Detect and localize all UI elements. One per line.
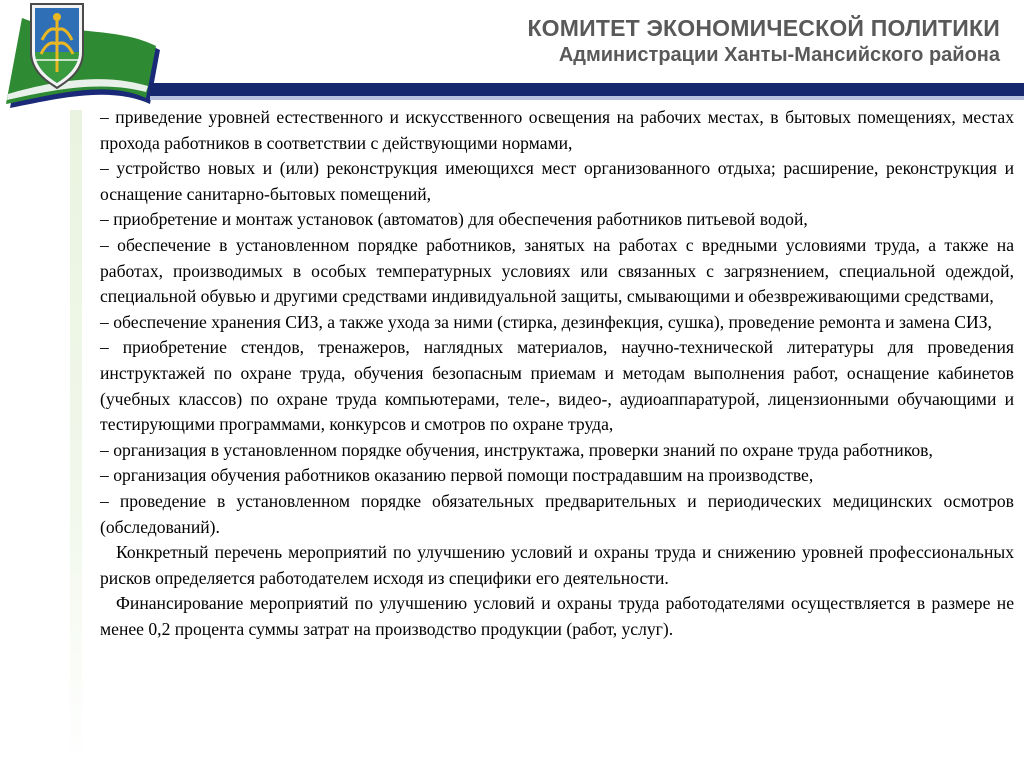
body-paragraph: Финансирование мероприятий по улучшению условий и охраны труда работодателями осуществляется в размере не менее 0,2 процента суммы затрат на производство продукции (работ, услуг). [100,593,1014,639]
page-header [0,0,1024,112]
list-item: – приведение уровней естественного и искусственного освещения на рабочих местах, в бытовых помещениях, местах прохода работников в соответствии с действующими нормами, [100,107,1014,153]
list-item: – обеспечение хранения СИЗ, а также ухода за ними (стирка, дезинфекция, сушка), проведение ремонта и замена СИЗ, [100,311,992,332]
committee-title: КОМИТЕТ ЭКОНОМИЧЕСКОЙ ПОЛИТИКИ [527,15,1000,41]
coat-of-arms-icon [0,0,175,112]
list-item: – организация в установленном порядке обучения, инструктажа, проверки знаний по охране труда работников, [100,439,933,460]
list-item: – обеспечение в установленном порядке работников, занятых на работах с вредными условиями труда, а также на работах, производимых в особых температурных условиях или связанных с загрязнением, специальной одеждой, специальной обувью и другими средствами индивидуальной защиты, смывающими и обезвреживающими средствами, [100,234,1014,307]
list-item: – проведение в установленном порядке обязательных предварительных и периодических медицинских осмотров (обследований). [100,490,1014,537]
body-paragraph: Конкретный перечень мероприятий по улучшению условий и охраны труда и снижению уровней профессиональных рисков определяется работодателем исходя из специфики его деятельности. [100,542,1014,588]
header-band-light [150,96,1024,100]
list-item: – организация обучения работников оказанию первой помощи пострадавшим на производстве, [100,465,814,486]
list-item: – приобретение стендов, тренажеров, наглядных материалов, научно-технической литературы для проведения инструктажей по охране труда, обучения безопасным приемам и методам выполнения работ, оснащение кабинетов (учебных классов) по охране труда компьютерами, теле-, видео-, аудиоаппаратурой, лицензионными обучающими и тестирующими программами, конкурсов и смотров по охране труда, [100,337,1014,435]
header-band [150,83,1024,96]
document-body [100,105,1014,642]
administration-subtitle: Администрации Ханты-Мансийского района [558,44,1000,66]
list-item: – приобретение и монтаж установок (автоматов) для обеспечения работников питьевой водой, [100,209,808,230]
side-decoration [70,110,82,768]
list-item: – устройство новых и (или) реконструкция имеющихся мест организованного отдыха; расширение, реконструкция и оснащение санитарно-бытовых помещений, [100,158,1014,204]
